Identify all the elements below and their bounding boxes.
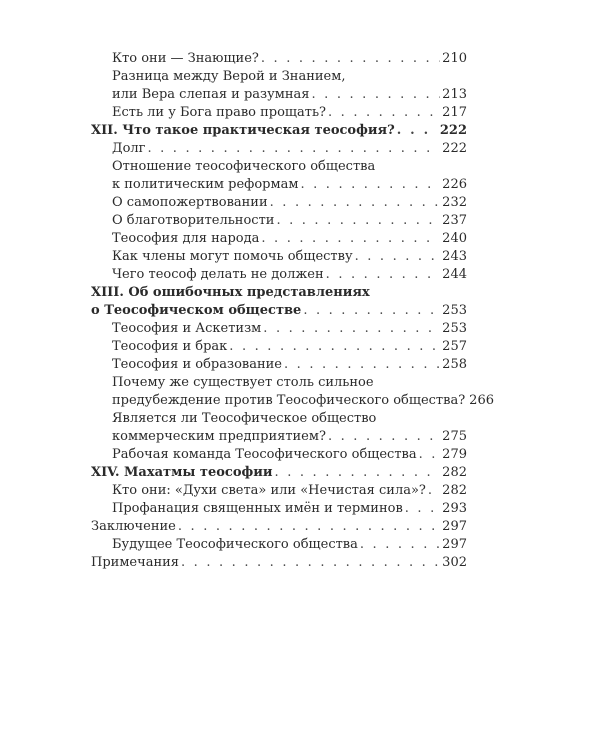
dot-leader: [261, 230, 440, 248]
dot-leader: [355, 248, 441, 266]
toc-entry-page: 222: [442, 141, 467, 156]
toc-entry-title-line[interactable]: Является ли Теософическое общество: [112, 411, 377, 426]
toc-entry-page: 282: [442, 483, 467, 498]
toc-chapter[interactable]: [91, 122, 467, 140]
toc-entry[interactable]: [91, 176, 467, 194]
toc-entry[interactable]: [91, 482, 467, 500]
dot-leader: [328, 428, 440, 446]
toc-entry-page: 275: [442, 429, 467, 444]
dot-leader: [303, 302, 440, 320]
toc-entry-title: Теософия для народа: [112, 231, 260, 246]
toc-entry-page: 253: [442, 303, 467, 318]
toc-entry-title: О самопожертвовании: [112, 195, 268, 210]
toc-section-title: Заключение: [91, 519, 176, 534]
toc-entry[interactable]: [91, 446, 467, 464]
toc-chapter-title-line[interactable]: XIII. Об ошибочных представлениях: [91, 285, 370, 300]
toc-entry-title: или Вера слепая и разумная: [112, 87, 310, 102]
toc-entry-title: Как члены могут помочь обществу: [112, 249, 353, 264]
toc-entry-title: к политическим реформам: [112, 177, 299, 192]
table-of-contents: [91, 50, 494, 572]
toc-entry-page: 297: [442, 519, 467, 534]
toc-entry-page: 222: [439, 123, 467, 138]
toc-entry-page: 226: [442, 177, 467, 192]
toc-entry[interactable]: [91, 140, 467, 158]
toc-entry-page: 244: [442, 267, 467, 282]
toc-chapter[interactable]: [91, 464, 467, 482]
toc-entry[interactable]: [91, 536, 467, 554]
toc-entry[interactable]: [91, 428, 467, 446]
toc-entry-title: Есть ли у Бога право прощать?: [112, 105, 326, 120]
toc-entry-page: 253: [442, 321, 467, 336]
toc-chapter[interactable]: [91, 302, 467, 320]
toc-entry[interactable]: [91, 50, 467, 68]
dot-leader: [147, 140, 440, 158]
dot-leader: [328, 104, 440, 122]
toc-section-title: Примечания: [91, 555, 180, 570]
toc-entry-title: Кто они — Знающие?: [112, 51, 259, 66]
toc-entry[interactable]: [91, 320, 467, 338]
dot-leader: [261, 50, 440, 68]
toc-chapter-title: о Теософическом обществе: [91, 303, 302, 318]
toc-entry[interactable]: [91, 212, 467, 230]
dot-leader: [229, 338, 440, 356]
toc-entry-page: 213: [442, 87, 467, 102]
toc-entry-title: Теософия и брак: [112, 339, 228, 354]
toc-entry[interactable]: [91, 194, 467, 212]
toc-entry-page: 282: [442, 465, 467, 480]
toc-entry-page: 279: [442, 447, 467, 462]
toc-entry-title-line[interactable]: Отношение теософического общества: [112, 159, 376, 174]
toc-entry-page: 297: [442, 537, 467, 552]
dot-leader: [428, 482, 440, 500]
toc-entry-page: 243: [442, 249, 467, 264]
toc-entry-page: 237: [442, 213, 467, 228]
dot-leader: [419, 446, 441, 464]
toc-entry-title: Рабочая команда Теософического общества: [112, 447, 417, 462]
toc-entry-title: предубеждение против Теософического общества?: [112, 393, 466, 408]
dot-leader: [276, 212, 440, 230]
toc-chapter-title: XII. Что такое практическая теософия?: [91, 123, 395, 138]
toc-entry-title: Чего теософ делать не должен: [112, 267, 324, 282]
dot-leader: [270, 194, 441, 212]
toc-entry-page: 210: [442, 51, 467, 66]
dot-leader: [275, 464, 441, 482]
toc-entry-title: Кто они: «Духи света» или «Нечистая сила»?: [112, 483, 426, 498]
dot-leader: [397, 122, 438, 140]
dot-leader: [312, 86, 441, 104]
toc-entry-page: 258: [442, 357, 467, 372]
toc-entry-title: О благотворительности: [112, 213, 275, 228]
toc-entry[interactable]: [91, 86, 467, 104]
toc-entry[interactable]: [91, 248, 467, 266]
toc-entry[interactable]: [91, 104, 467, 122]
toc-entry-title-line[interactable]: Разница между Верой и Знанием,: [112, 69, 346, 84]
toc-entry-title-line[interactable]: Почему же существует столь сильное: [112, 375, 374, 390]
toc-entry-title: Теософия и Аскетизм: [112, 321, 262, 336]
toc-entry[interactable]: [91, 338, 467, 356]
toc-entry-page: 266: [469, 393, 494, 408]
toc-entry-title: Теософия и образование: [112, 357, 283, 372]
dot-leader: [181, 554, 440, 572]
toc-entry-title: Долг: [112, 141, 146, 156]
dot-leader: [300, 176, 440, 194]
toc-entry[interactable]: [91, 230, 467, 248]
toc-entry-page: 302: [442, 555, 467, 570]
dot-leader: [178, 518, 440, 536]
toc-entry-page: 217: [442, 105, 467, 120]
toc-chapter-title: XIV. Махатмы теософии: [91, 465, 273, 480]
toc-section[interactable]: [91, 518, 467, 536]
toc-entry-page: 240: [442, 231, 467, 246]
dot-leader: [263, 320, 440, 338]
dot-leader: [326, 266, 441, 284]
toc-section[interactable]: [91, 554, 467, 572]
dot-leader: [405, 500, 440, 518]
toc-entry-page: 232: [442, 195, 467, 210]
toc-entry[interactable]: [91, 266, 467, 284]
toc-entry-title: Будущее Теософического общества: [112, 537, 358, 552]
toc-entry[interactable]: [91, 500, 467, 518]
toc-entry-page: 293: [442, 501, 467, 516]
toc-entry-title: коммерческим предприятием?: [112, 429, 326, 444]
toc-entry[interactable]: [91, 392, 494, 410]
toc-entry[interactable]: [91, 356, 467, 374]
dot-leader: [284, 356, 440, 374]
toc-entry-title: Профанация священных имён и терминов: [112, 501, 403, 516]
dot-leader: [360, 536, 440, 554]
toc-entry-page: 257: [442, 339, 467, 354]
